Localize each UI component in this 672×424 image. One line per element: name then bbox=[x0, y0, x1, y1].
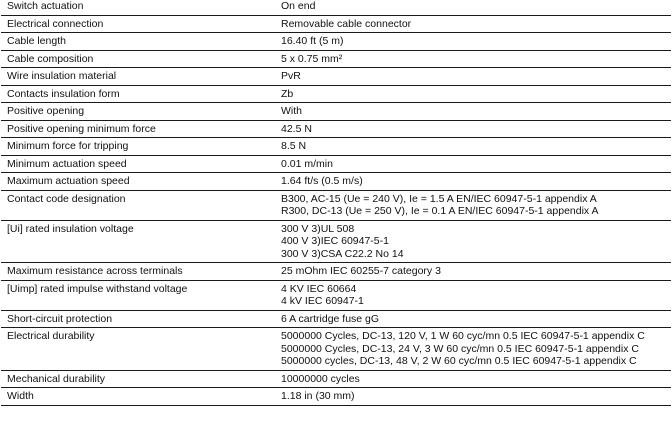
spec-value-line: 42.5 N bbox=[281, 122, 312, 135]
spec-value-line: B300, AC-15 (Ue = 240 V), Ie = 1.5 A EN/IEC 60947-5-1 appendix A bbox=[281, 192, 597, 205]
spec-value-line: 8.5 N bbox=[281, 140, 307, 152]
spec-label: Wire insulation material bbox=[1, 68, 277, 86]
spec-value-line: 16.40 ft (5 m) bbox=[281, 35, 344, 47]
spec-value bbox=[277, 120, 671, 138]
spec-label: [Ui] rated insulation voltage bbox=[1, 220, 277, 263]
spec-value-line: PvR bbox=[281, 70, 301, 82]
spec-value-line: 1.64 ft/s (0.5 m/s) bbox=[281, 175, 363, 187]
spec-value-line: 4 KV IEC 60664 bbox=[281, 282, 357, 295]
spec-value-line: With bbox=[281, 105, 302, 117]
spec-label: Electrical durability bbox=[1, 328, 277, 371]
spec-label: Width bbox=[1, 388, 277, 406]
spec-label: Positive opening bbox=[1, 103, 277, 121]
spec-value-line: 5000000 cycles, DC-13, 48 V, 2 W 60 cyc/mn 0.5 IEC 60947-5-1 appendix C bbox=[281, 355, 637, 367]
spec-value bbox=[277, 190, 671, 220]
spec-row bbox=[1, 155, 671, 173]
spec-row bbox=[1, 370, 671, 388]
spec-label: [Uimp] rated impulse withstand voltage bbox=[1, 280, 277, 310]
spec-value-line: 6 A cartridge fuse gG bbox=[281, 312, 380, 325]
spec-row bbox=[1, 388, 671, 406]
spec-row bbox=[1, 0, 671, 15]
spec-label: Contacts insulation form bbox=[1, 85, 277, 103]
spec-row bbox=[1, 190, 671, 220]
spec-value bbox=[277, 370, 671, 388]
spec-value-line: 5 x 0.75 mm² bbox=[281, 52, 343, 65]
spec-row bbox=[1, 15, 671, 33]
spec-value bbox=[277, 310, 671, 328]
spec-value-line: 400 V 3)IEC 60947-5-1 bbox=[281, 235, 389, 247]
spec-label: Positive opening minimum force bbox=[1, 120, 277, 138]
spec-row bbox=[1, 50, 671, 68]
spec-label: Cable length bbox=[1, 33, 277, 51]
spec-value bbox=[277, 155, 671, 173]
spec-label: Short-circuit protection bbox=[1, 310, 277, 328]
spec-label: Mechanical durability bbox=[1, 370, 277, 388]
spec-value bbox=[277, 328, 671, 371]
spec-row bbox=[1, 328, 671, 371]
spec-value bbox=[277, 263, 671, 281]
spec-value bbox=[277, 68, 671, 86]
spec-label: Minimum force for tripping bbox=[1, 138, 277, 156]
spec-row bbox=[1, 138, 671, 156]
spec-value-line: 300 V 3)CSA C22.2 No 14 bbox=[281, 247, 404, 260]
spec-value-line: 5000000 Cycles, DC-13, 120 V, 1 W 60 cyc/mn 0.5 IEC 60947-5-1 appendix C bbox=[281, 330, 645, 342]
spec-value-line: On end bbox=[281, 0, 316, 12]
specifications-table bbox=[1, 0, 671, 406]
spec-value-line: Zb bbox=[281, 87, 294, 100]
spec-value-line: 4 kV IEC 60947-1 bbox=[281, 295, 364, 307]
spec-row bbox=[1, 33, 671, 51]
spec-value bbox=[277, 220, 671, 263]
spec-value bbox=[277, 103, 671, 121]
spec-row bbox=[1, 310, 671, 328]
spec-row bbox=[1, 103, 671, 121]
spec-value bbox=[277, 15, 671, 33]
spec-value bbox=[277, 280, 671, 310]
spec-value bbox=[277, 85, 671, 103]
spec-value-line: 1.18 in (30 mm) bbox=[281, 390, 355, 402]
spec-value bbox=[277, 50, 671, 68]
spec-value-line: R300, DC-13 (Ue = 250 V), Ie = 0.1 A EN/IEC 60947-5-1 appendix A bbox=[281, 205, 599, 217]
spec-row bbox=[1, 68, 671, 86]
spec-row bbox=[1, 85, 671, 103]
spec-value-line: 25 mOhm IEC 60255-7 category 3 bbox=[281, 265, 441, 277]
spec-value-line: 0.01 m/min bbox=[281, 157, 333, 170]
spec-value-line: 300 V 3)UL 508 bbox=[281, 222, 355, 235]
spec-value bbox=[277, 388, 671, 406]
spec-row bbox=[1, 280, 671, 310]
spec-label: Minimum actuation speed bbox=[1, 155, 277, 173]
spec-row bbox=[1, 263, 671, 281]
spec-label: Maximum actuation speed bbox=[1, 173, 277, 191]
spec-row bbox=[1, 220, 671, 263]
spec-label: Cable composition bbox=[1, 50, 277, 68]
spec-value-line: 10000000 cycles bbox=[281, 372, 360, 385]
spec-value-line: 5000000 Cycles, DC-13, 24 V, 3 W 60 cyc/mn 0.5 IEC 60947-5-1 appendix C bbox=[281, 342, 639, 355]
spec-value bbox=[277, 0, 671, 15]
spec-label: Maximum resistance across terminals bbox=[1, 263, 277, 281]
spec-label: Electrical connection bbox=[1, 15, 277, 33]
spec-label: Contact code designation bbox=[1, 190, 277, 220]
spec-value bbox=[277, 173, 671, 191]
spec-value bbox=[277, 33, 671, 51]
spec-row bbox=[1, 120, 671, 138]
spec-value-line: Removable cable connector bbox=[281, 17, 412, 30]
spec-row bbox=[1, 173, 671, 191]
spec-value bbox=[277, 138, 671, 156]
spec-label: Switch actuation bbox=[1, 0, 277, 15]
specifications-table-body bbox=[1, 0, 671, 405]
